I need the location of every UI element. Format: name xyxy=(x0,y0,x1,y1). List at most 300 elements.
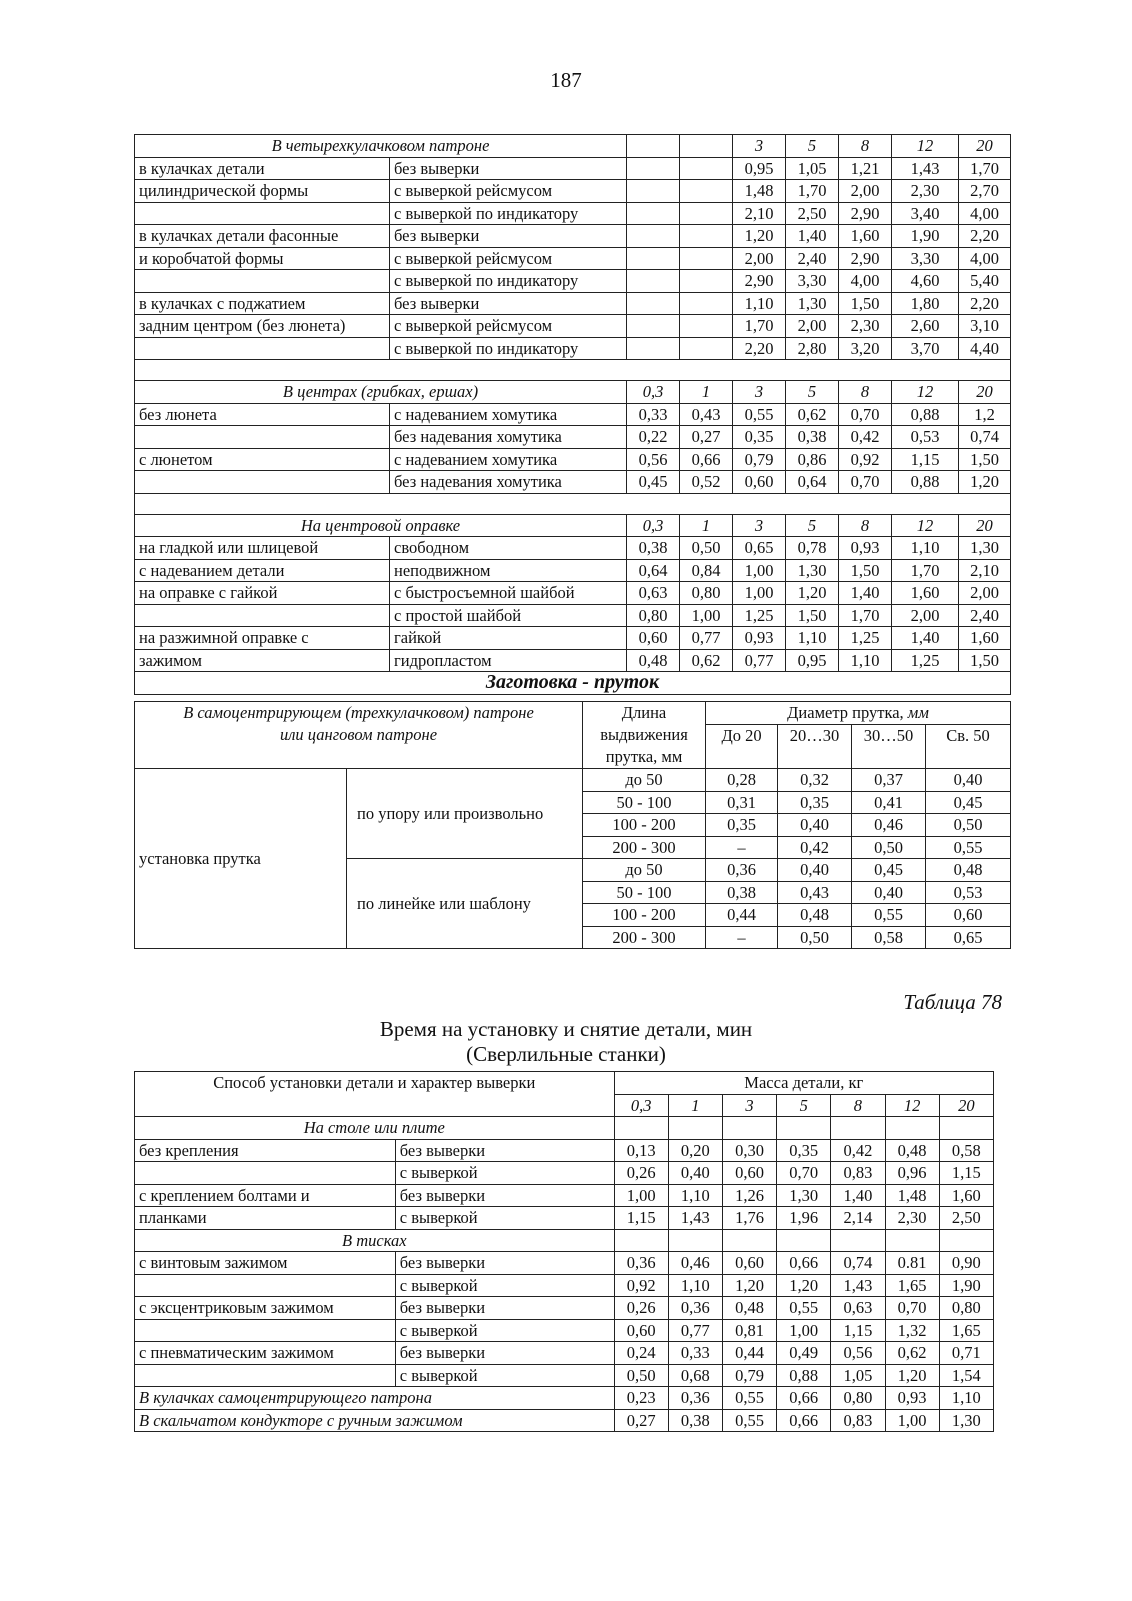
value-cell: 2,00 xyxy=(733,247,786,270)
value-cell: 0,71 xyxy=(939,1342,993,1365)
value-cell xyxy=(680,247,733,270)
value-cell: 1,40 xyxy=(892,627,959,650)
method-label: с люнетом xyxy=(135,448,390,471)
value-cell xyxy=(627,292,680,315)
value-cell: 2,30 xyxy=(839,315,892,338)
value-cell: 1,20 xyxy=(733,225,786,248)
table-row xyxy=(135,627,1011,650)
value-cell: 0,27 xyxy=(614,1409,668,1432)
length-cell: 200 - 300 xyxy=(583,926,706,949)
table-row xyxy=(135,448,1011,471)
mass-column-header: 20 xyxy=(959,135,1011,158)
value-cell: 1,30 xyxy=(786,292,839,315)
value-cell xyxy=(627,180,680,203)
value-cell: 1,96 xyxy=(777,1207,831,1230)
table-title: Время на установку и снятие детали, мин xyxy=(379,1017,753,1041)
value-cell: 0,81 xyxy=(722,1319,776,1342)
header-row xyxy=(135,1072,994,1095)
value-cell: 0,88 xyxy=(892,403,959,426)
alignment-label: без выверки xyxy=(395,1184,614,1207)
mass-column-header: 3 xyxy=(733,514,786,537)
section-header-row xyxy=(135,1229,994,1252)
value-cell: 0,55 xyxy=(722,1409,776,1432)
value-cell: 1,20 xyxy=(786,582,839,605)
table-row xyxy=(135,559,1011,582)
table-number: Таблица 78 xyxy=(903,990,1002,1014)
value-cell: 0,36 xyxy=(614,1252,668,1275)
method-label: с винтовым зажимом xyxy=(135,1252,396,1275)
value-cell: 0,35 xyxy=(777,1139,831,1162)
value-cell: 2,10 xyxy=(733,202,786,225)
value-cell: 2,90 xyxy=(733,270,786,293)
method-label xyxy=(135,604,390,627)
mass-column-header: 8 xyxy=(839,381,892,404)
mass-column-header xyxy=(627,135,680,158)
table-row xyxy=(135,270,1011,293)
value-cell xyxy=(680,202,733,225)
value-cell: 4,00 xyxy=(959,202,1011,225)
method-label: задним центром (без люнета) xyxy=(135,315,390,338)
table-subtitle: (Сверлильные станки) xyxy=(466,1042,666,1066)
mass-column-header: 5 xyxy=(786,514,839,537)
value-cell xyxy=(680,225,733,248)
value-cell: 1,25 xyxy=(733,604,786,627)
value-cell: 0,42 xyxy=(839,426,892,449)
value-cell: 3,20 xyxy=(839,337,892,360)
mass-column-header: 1 xyxy=(668,1094,722,1117)
value-cell: 0,60 xyxy=(926,904,1011,927)
value-cell: 0,28 xyxy=(706,769,778,792)
value-cell: 1,20 xyxy=(885,1364,939,1387)
spacer-cell xyxy=(135,493,1011,514)
value-cell: 0,77 xyxy=(733,649,786,672)
value-cell: 1,43 xyxy=(892,157,959,180)
value-cell: 1,50 xyxy=(839,559,892,582)
length-cell: 100 - 200 xyxy=(583,904,706,927)
mass-column-header: 12 xyxy=(892,381,959,404)
table-row xyxy=(135,649,1011,672)
empty-cell xyxy=(722,1229,776,1252)
value-cell xyxy=(680,292,733,315)
value-cell: 0,56 xyxy=(831,1342,885,1365)
value-cell: 0,63 xyxy=(831,1297,885,1320)
value-cell: 1,30 xyxy=(959,537,1011,560)
alignment-label: с простой шайбой xyxy=(390,604,627,627)
method-label: с эксцентриковым зажимом xyxy=(135,1297,396,1320)
mass-column-header: 0,3 xyxy=(627,514,680,537)
value-cell: 0,43 xyxy=(778,881,852,904)
mass-column-header: 5 xyxy=(786,135,839,158)
method-label: без крепления xyxy=(135,1139,396,1162)
mass-column-header: 0,3 xyxy=(627,381,680,404)
value-cell: 1,70 xyxy=(786,180,839,203)
method-label xyxy=(135,426,390,449)
spacer-row xyxy=(135,360,1011,381)
value-cell: 0,35 xyxy=(706,814,778,837)
value-cell: 0,41 xyxy=(852,791,926,814)
section-header-row xyxy=(135,1117,994,1140)
value-cell: 0,40 xyxy=(852,881,926,904)
alignment-label: неподвижном xyxy=(390,559,627,582)
value-cell xyxy=(680,157,733,180)
value-cell: 0,50 xyxy=(680,537,733,560)
value-cell: 0,22 xyxy=(627,426,680,449)
method-label: в кулачках детали xyxy=(135,157,390,180)
value-cell: 1,15 xyxy=(939,1162,993,1185)
header-length: Длина выдвижения прутка, мм xyxy=(583,702,706,769)
alignment-label: без выверки xyxy=(395,1252,614,1275)
header-method-line2: или цанговом патроне xyxy=(279,724,438,744)
empty-cell xyxy=(885,1117,939,1140)
value-cell: 2,50 xyxy=(786,202,839,225)
header-row xyxy=(135,702,1011,725)
alignment-label: свободном xyxy=(390,537,627,560)
value-cell: 1,48 xyxy=(733,180,786,203)
value-cell: 0,40 xyxy=(668,1162,722,1185)
value-cell: 1,90 xyxy=(892,225,959,248)
mass-column-header: 3 xyxy=(722,1094,776,1117)
value-cell: 1,76 xyxy=(722,1207,776,1230)
value-cell: 0,96 xyxy=(885,1162,939,1185)
mass-column-header: 1 xyxy=(680,514,733,537)
value-cell: – xyxy=(706,836,778,859)
value-cell: 0,63 xyxy=(627,582,680,605)
value-cell: 1,2 xyxy=(959,403,1011,426)
value-cell: 0,65 xyxy=(926,926,1011,949)
alignment-label: без выверки xyxy=(395,1342,614,1365)
value-cell: 1,00 xyxy=(733,582,786,605)
value-cell: 1,15 xyxy=(614,1207,668,1230)
value-cell: 0,31 xyxy=(706,791,778,814)
method-label: с надеванием детали xyxy=(135,559,390,582)
mass-column-header: 20 xyxy=(959,381,1011,404)
table-row xyxy=(135,426,1011,449)
length-cell: до 50 xyxy=(583,859,706,882)
value-cell: 0,48 xyxy=(885,1139,939,1162)
alignment-label: гайкой xyxy=(390,627,627,650)
table-row xyxy=(135,604,1011,627)
alignment-label: без выверки xyxy=(395,1139,614,1162)
method-label xyxy=(135,1274,396,1297)
value-cell xyxy=(680,270,733,293)
header-method xyxy=(135,702,583,769)
value-cell: 3,70 xyxy=(892,337,959,360)
value-cell: 0,24 xyxy=(614,1342,668,1365)
table-row xyxy=(135,1252,994,1275)
value-cell: 0,66 xyxy=(777,1409,831,1432)
value-cell: 0,35 xyxy=(733,426,786,449)
value-cell: 0,95 xyxy=(786,649,839,672)
table-row xyxy=(135,1387,994,1410)
method-label: с креплением болтами и xyxy=(135,1184,396,1207)
value-cell: 0,50 xyxy=(778,926,852,949)
value-cell: 2,00 xyxy=(892,604,959,627)
value-cell: 0,45 xyxy=(926,791,1011,814)
value-cell: 2,40 xyxy=(959,604,1011,627)
value-cell: 0,42 xyxy=(778,836,852,859)
value-cell: 1,80 xyxy=(892,292,959,315)
value-cell: 0,92 xyxy=(614,1274,668,1297)
value-cell: 0,35 xyxy=(778,791,852,814)
value-cell: 0,93 xyxy=(885,1387,939,1410)
table-row xyxy=(135,1409,994,1432)
value-cell: 0,80 xyxy=(831,1387,885,1410)
value-cell: 1,50 xyxy=(786,604,839,627)
table-row xyxy=(135,337,1011,360)
method-label: цилиндрической формы xyxy=(135,180,390,203)
table-row xyxy=(135,1184,994,1207)
value-cell: 0,36 xyxy=(668,1387,722,1410)
mass-column-header: 12 xyxy=(892,514,959,537)
value-cell: 0,55 xyxy=(722,1387,776,1410)
value-cell: 0,64 xyxy=(786,471,839,494)
value-cell: 1,32 xyxy=(885,1319,939,1342)
value-cell: 0,50 xyxy=(614,1364,668,1387)
value-cell: 1,50 xyxy=(959,448,1011,471)
mass-column-header: 12 xyxy=(885,1094,939,1117)
alignment-label: с выверкой xyxy=(395,1319,614,1342)
value-cell: 2,00 xyxy=(839,180,892,203)
value-cell: 3,30 xyxy=(786,270,839,293)
alignment-label: с выверкой xyxy=(395,1162,614,1185)
value-cell: 4,00 xyxy=(839,270,892,293)
value-cell: 0,42 xyxy=(831,1139,885,1162)
value-cell: 0,60 xyxy=(733,471,786,494)
length-cell: 50 - 100 xyxy=(583,881,706,904)
alignment-label: с надеванием хомутика xyxy=(390,403,627,426)
value-cell: 0,33 xyxy=(668,1342,722,1365)
value-cell: 1,10 xyxy=(892,537,959,560)
value-cell: 1,10 xyxy=(668,1184,722,1207)
mass-column-header: 3 xyxy=(733,135,786,158)
value-cell: 1,26 xyxy=(722,1184,776,1207)
value-cell: 0,58 xyxy=(939,1139,993,1162)
method-label: без люнета xyxy=(135,403,390,426)
value-cell: 1,50 xyxy=(959,649,1011,672)
value-cell: 0,66 xyxy=(777,1387,831,1410)
value-cell: 0,68 xyxy=(668,1364,722,1387)
section-title: В четырехкулачковом патроне xyxy=(135,135,627,158)
alignment-label: с выверкой по индикатору xyxy=(390,202,627,225)
value-cell: 0,70 xyxy=(885,1297,939,1320)
value-cell: 0,88 xyxy=(777,1364,831,1387)
diameter-column-header: 20…30 xyxy=(778,724,852,769)
alignment-label: без выверки xyxy=(390,292,627,315)
alignment-label: без выверки xyxy=(390,157,627,180)
length-cell: 100 - 200 xyxy=(583,814,706,837)
table-row xyxy=(135,202,1011,225)
value-cell: 0,55 xyxy=(777,1297,831,1320)
value-cell: 0,38 xyxy=(706,881,778,904)
method-label xyxy=(135,1364,396,1387)
method-label: на оправке с гайкой xyxy=(135,582,390,605)
value-cell: 1,60 xyxy=(839,225,892,248)
table-row xyxy=(135,315,1011,338)
value-cell: 2,50 xyxy=(939,1207,993,1230)
value-cell: 2,30 xyxy=(892,180,959,203)
method-label xyxy=(135,1162,396,1185)
value-cell: 1,10 xyxy=(786,627,839,650)
mass-column-header: 8 xyxy=(839,135,892,158)
empty-cell xyxy=(831,1229,885,1252)
method-label xyxy=(135,1319,396,1342)
table-row xyxy=(135,1207,994,1230)
method-label: в кулачках с поджатием xyxy=(135,292,390,315)
value-cell: 1,40 xyxy=(786,225,839,248)
value-cell: 0,13 xyxy=(614,1139,668,1162)
value-cell: 1,40 xyxy=(831,1184,885,1207)
value-cell: 2,00 xyxy=(786,315,839,338)
value-cell: 4,00 xyxy=(959,247,1011,270)
value-cell: 1,00 xyxy=(614,1184,668,1207)
mass-column-header: 0,3 xyxy=(614,1094,668,1117)
value-cell: 1,40 xyxy=(839,582,892,605)
method-label: с пневматическим зажимом xyxy=(135,1342,396,1365)
table-bar-stock xyxy=(134,701,1011,949)
length-cell: до 50 xyxy=(583,769,706,792)
method-label xyxy=(135,471,390,494)
value-cell: 3,10 xyxy=(959,315,1011,338)
empty-cell xyxy=(777,1117,831,1140)
page-number: 187 xyxy=(550,68,582,92)
method-label: на гладкой или шлицевой xyxy=(135,537,390,560)
value-cell: 0,74 xyxy=(959,426,1011,449)
value-cell xyxy=(627,337,680,360)
value-cell: 0,60 xyxy=(722,1162,776,1185)
alignment-label: с выверкой xyxy=(395,1274,614,1297)
value-cell xyxy=(627,157,680,180)
header-method-line1: В самоцентрирующем (трехкулачковом) патроне xyxy=(183,703,534,722)
value-cell: 0,40 xyxy=(926,769,1011,792)
value-cell: 1,43 xyxy=(831,1274,885,1297)
value-cell: 1,00 xyxy=(777,1319,831,1342)
value-cell: 1,30 xyxy=(777,1184,831,1207)
value-cell: 0,48 xyxy=(778,904,852,927)
row-label-bar-setup: установка прутка xyxy=(135,769,347,949)
value-cell: 0,53 xyxy=(926,881,1011,904)
value-cell: 0,30 xyxy=(722,1139,776,1162)
value-cell: 2,10 xyxy=(959,559,1011,582)
value-cell: 0,62 xyxy=(885,1342,939,1365)
table-row xyxy=(135,769,1011,792)
value-cell: 0,48 xyxy=(722,1297,776,1320)
value-cell: 0,80 xyxy=(939,1297,993,1320)
value-cell: 0,55 xyxy=(852,904,926,927)
table-row xyxy=(135,1162,994,1185)
value-cell: 1,70 xyxy=(959,157,1011,180)
value-cell: 0,66 xyxy=(777,1252,831,1275)
value-cell: 0,90 xyxy=(939,1252,993,1275)
alignment-label: без выверки xyxy=(390,225,627,248)
alignment-label: с надеванием хомутика xyxy=(390,448,627,471)
value-cell: 0,78 xyxy=(786,537,839,560)
diameter-column-header: Св. 50 xyxy=(926,724,1011,769)
value-cell: 0,48 xyxy=(627,649,680,672)
value-cell: 0,26 xyxy=(614,1162,668,1185)
table-row xyxy=(135,582,1011,605)
value-cell: 0,50 xyxy=(926,814,1011,837)
value-cell: 2,20 xyxy=(959,292,1011,315)
section-header-row xyxy=(135,514,1011,537)
value-cell: 0,38 xyxy=(668,1409,722,1432)
value-cell: 0,23 xyxy=(614,1387,668,1410)
method-label xyxy=(135,202,390,225)
section-title: В центрах (грибках, ершах) xyxy=(135,381,627,404)
value-cell: 0,60 xyxy=(722,1252,776,1275)
value-cell: 0.81 xyxy=(885,1252,939,1275)
value-cell: 3,40 xyxy=(892,202,959,225)
value-cell: 0,84 xyxy=(680,559,733,582)
value-cell: 0,49 xyxy=(777,1342,831,1365)
mass-column-header: 8 xyxy=(831,1094,885,1117)
diameter-column-header: 30…50 xyxy=(852,724,926,769)
value-cell: 2,70 xyxy=(959,180,1011,203)
value-cell: 2,90 xyxy=(839,247,892,270)
value-cell: 0,33 xyxy=(627,403,680,426)
method-label: на разжимной оправке с xyxy=(135,627,390,650)
value-cell: 1,30 xyxy=(939,1409,993,1432)
empty-cell xyxy=(614,1229,668,1252)
header-mass: Масса детали, кг xyxy=(614,1072,993,1095)
alignment-label: с выверкой по индикатору xyxy=(390,270,627,293)
value-cell: 0,62 xyxy=(680,649,733,672)
table-continuation xyxy=(134,134,1011,695)
table-row xyxy=(135,225,1011,248)
alignment-label: без надевания хомутика xyxy=(390,471,627,494)
empty-cell xyxy=(614,1117,668,1140)
value-cell: 0,66 xyxy=(680,448,733,471)
value-cell: 1,43 xyxy=(668,1207,722,1230)
length-cell: 200 - 300 xyxy=(583,836,706,859)
value-cell: 0,93 xyxy=(839,537,892,560)
value-cell: 0,56 xyxy=(627,448,680,471)
empty-cell xyxy=(939,1117,993,1140)
value-cell xyxy=(680,315,733,338)
mass-column-header: 12 xyxy=(892,135,959,158)
value-cell: 0,83 xyxy=(831,1162,885,1185)
table-row xyxy=(135,157,1011,180)
value-cell: 0,70 xyxy=(777,1162,831,1185)
value-cell xyxy=(680,337,733,360)
value-cell: 1,60 xyxy=(892,582,959,605)
value-cell: 1,70 xyxy=(733,315,786,338)
value-cell: 2,20 xyxy=(959,225,1011,248)
value-cell: 1,65 xyxy=(939,1319,993,1342)
value-cell: 0,45 xyxy=(627,471,680,494)
value-cell: 1,48 xyxy=(885,1184,939,1207)
value-cell: 0,44 xyxy=(722,1342,776,1365)
mass-column-header: 5 xyxy=(777,1094,831,1117)
value-cell: 1,00 xyxy=(885,1409,939,1432)
value-cell: 4,60 xyxy=(892,270,959,293)
value-cell: 0,43 xyxy=(680,403,733,426)
value-cell: 0,70 xyxy=(839,471,892,494)
value-cell: 0,86 xyxy=(786,448,839,471)
value-cell: 0,46 xyxy=(852,814,926,837)
method-label: и коробчатой формы xyxy=(135,247,390,270)
value-cell: 0,20 xyxy=(668,1139,722,1162)
value-cell: 0,62 xyxy=(786,403,839,426)
value-cell: 0,93 xyxy=(733,627,786,650)
value-cell: 1,50 xyxy=(839,292,892,315)
value-cell: 1,10 xyxy=(839,649,892,672)
mass-column-header: 20 xyxy=(939,1094,993,1117)
value-cell: 5,40 xyxy=(959,270,1011,293)
value-cell: 3,30 xyxy=(892,247,959,270)
value-cell: 0,48 xyxy=(926,859,1011,882)
section-heading-billet: Заготовка - пруток xyxy=(135,672,1011,695)
value-cell: 2,14 xyxy=(831,1207,885,1230)
